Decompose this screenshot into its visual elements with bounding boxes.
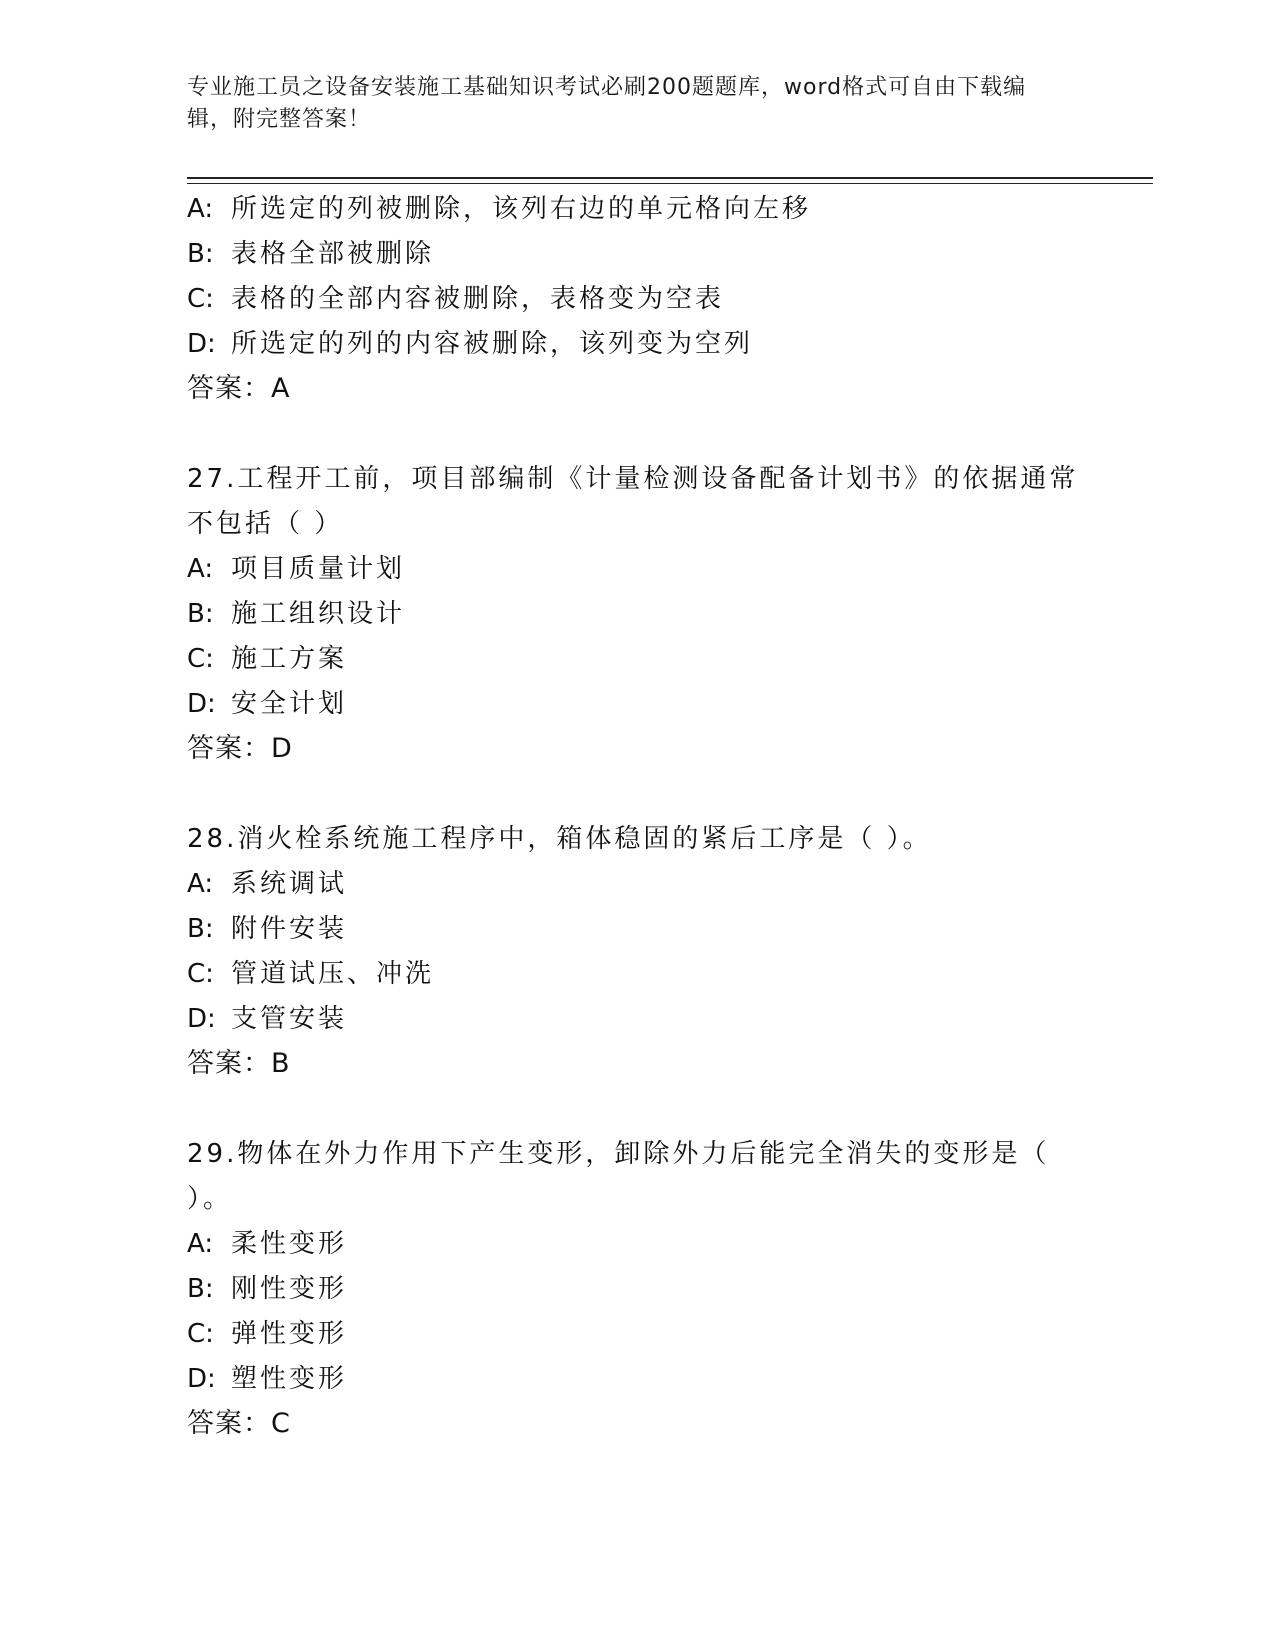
option-text: 柔性变形 [231, 1229, 348, 1259]
q27-option-b [187, 597, 405, 631]
option-text: 施工组织设计 [231, 599, 406, 629]
option-letter: B: [187, 1274, 214, 1304]
q26-option-b [187, 237, 434, 271]
header-divider-thin [187, 183, 1153, 184]
q28-answer: 答案：B [187, 1048, 291, 1079]
header-divider-thick [187, 177, 1153, 179]
q29-option-a [187, 1227, 347, 1261]
q28-option-d [187, 1002, 347, 1036]
q26-option-c [187, 282, 724, 316]
q29-option-c [187, 1317, 347, 1351]
q28-stem-line1: 28.消火栓系统施工程序中，箱体稳固的紧后工序是（ ）。 [187, 824, 932, 854]
q27-option-d [187, 687, 347, 721]
q29-stem-line2: ）。 [187, 1184, 233, 1214]
q29-option-d [187, 1362, 347, 1396]
option-letter: B: [187, 239, 214, 269]
q27-stem-line1: 27.工程开工前，项目部编制《计量检测设备配备计划书》的依据通常 [187, 464, 1079, 494]
q27-stem-line2: 不包括（ ） [187, 509, 344, 539]
page-header-title: 专业施工员之设备安装施工基础知识考试必刷200题题库，word格式可自由下载编辑，附完整答案！ [187, 75, 1027, 132]
option-text: 弹性变形 [231, 1319, 348, 1349]
option-letter: C: [187, 284, 214, 314]
option-letter: C: [187, 644, 214, 674]
q27-option-a [187, 552, 405, 586]
q29-answer: 答案：C [187, 1408, 291, 1439]
option-text: 所选定的列的内容被删除，该列变为空列 [231, 329, 754, 359]
option-letter: B: [187, 914, 214, 944]
option-letter: D: [187, 329, 216, 359]
option-text: 表格的全部内容被删除，表格变为空表 [231, 284, 725, 314]
q28-option-b [187, 912, 347, 946]
q26-option-d [187, 327, 753, 361]
option-letter: C: [187, 959, 214, 989]
option-text: 项目质量计划 [231, 554, 406, 584]
option-letter: D: [187, 1004, 216, 1034]
option-text: 塑性变形 [231, 1364, 348, 1394]
q26-answer: 答案：A [187, 373, 291, 404]
q29-option-b [187, 1272, 347, 1306]
option-letter: B: [187, 599, 214, 629]
option-letter: A: [187, 554, 214, 584]
option-text: 刚性变形 [231, 1274, 348, 1304]
q29-stem-line1: 29.物体在外力作用下产生变形，卸除外力后能完全消失的变形是（ [187, 1139, 1050, 1169]
option-text: 安全计划 [231, 689, 348, 719]
option-letter: D: [187, 689, 216, 719]
q26-option-a [187, 192, 811, 226]
option-text: 附件安装 [231, 914, 348, 944]
option-text: 支管安装 [231, 1004, 348, 1034]
option-letter: A: [187, 869, 214, 899]
q27-answer: 答案：D [187, 733, 293, 764]
option-letter: D: [187, 1364, 216, 1394]
q27-option-c [187, 642, 347, 676]
option-text: 施工方案 [231, 644, 348, 674]
option-letter: A: [187, 194, 214, 224]
q28-option-a [187, 867, 347, 901]
option-text: 管道试压、冲洗 [231, 959, 435, 989]
option-text: 系统调试 [231, 869, 348, 899]
q28-option-c [187, 957, 434, 991]
option-letter: A: [187, 1229, 214, 1259]
option-letter: C: [187, 1319, 214, 1349]
option-text: 表格全部被删除 [231, 239, 435, 269]
option-text: 所选定的列被删除，该列右边的单元格向左移 [231, 194, 812, 224]
